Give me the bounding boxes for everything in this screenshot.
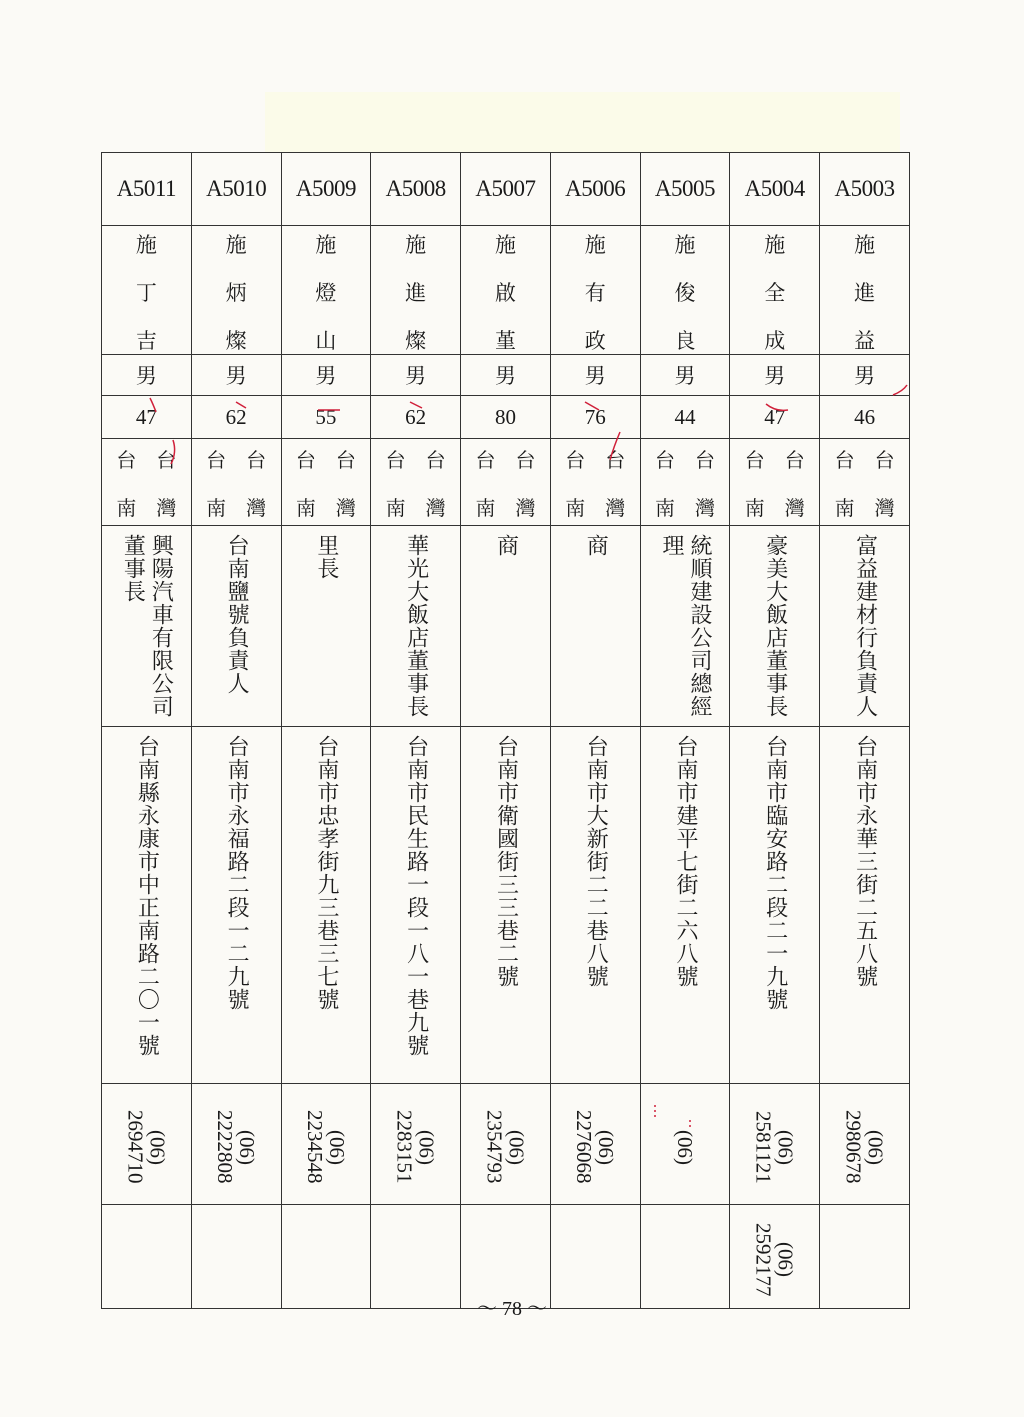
name-char: 啟	[494, 281, 516, 305]
cell-address	[102, 727, 192, 1084]
cell-tel	[102, 1084, 192, 1205]
sex: 男	[854, 364, 876, 388]
phone-number: (06) 2581121	[751, 1110, 798, 1184]
cell-origin	[461, 439, 551, 526]
record-id: A5010	[206, 176, 267, 201]
cell-address	[640, 727, 730, 1084]
origin-char: 灣	[694, 496, 715, 520]
address: 台南市民生路一段一八一巷九號	[403, 735, 429, 1057]
origin-char: 南	[834, 496, 855, 520]
name-char: 施	[315, 233, 337, 257]
name-char: 丁	[135, 281, 157, 305]
address: 台南市大新街二二巷八號	[583, 735, 609, 988]
cell-occupation	[371, 526, 461, 727]
name-char: 俊	[674, 281, 696, 305]
cell-age	[640, 396, 730, 439]
address: 台南市衛國街三三巷二號	[493, 735, 519, 988]
cell-name	[102, 226, 192, 355]
cell-address	[281, 727, 371, 1084]
occupation: 富益建材行負責人	[852, 534, 878, 718]
name-char: 成	[764, 329, 786, 353]
cell-origin	[371, 439, 461, 526]
origin-char: 南	[565, 496, 586, 520]
sex: 男	[225, 364, 247, 388]
phone-number: (06)	[672, 1129, 697, 1165]
page-number: ～ 78 ～	[477, 1298, 547, 1320]
origin	[461, 439, 550, 521]
origin-char: 台	[784, 448, 805, 472]
cell-occupation	[640, 526, 730, 727]
cell-name	[640, 226, 730, 355]
sex: 男	[494, 364, 516, 388]
cell-id	[550, 153, 640, 226]
origin-char: 南	[295, 496, 316, 520]
sex: 男	[674, 364, 696, 388]
cell-tel	[820, 1084, 910, 1205]
origin-char: 台	[744, 448, 765, 472]
cell-age	[102, 396, 192, 439]
origin	[730, 439, 819, 521]
cell-age	[820, 396, 910, 439]
name-char: 燦	[225, 329, 247, 353]
phone-number: (06) 2694710	[123, 1110, 170, 1184]
origin-char: 灣	[425, 496, 446, 520]
age: 55	[315, 404, 337, 429]
name-char: 堇	[494, 329, 516, 353]
sex: 男	[135, 364, 157, 388]
cell-occupation	[281, 526, 371, 727]
cell-name	[550, 226, 640, 355]
cell-age	[281, 396, 371, 439]
cell-occupation	[191, 526, 281, 727]
name-char: 全	[764, 281, 786, 305]
cell-id	[191, 153, 281, 226]
phone-number: (06) 2354793	[482, 1110, 529, 1184]
origin-char: 灣	[335, 496, 356, 520]
record-id: A5011	[116, 176, 177, 201]
person-name	[641, 226, 730, 354]
cell-id	[820, 153, 910, 226]
origin-char: 南	[116, 496, 137, 520]
cell-sex	[730, 355, 820, 396]
origin-char: 台	[295, 448, 316, 472]
cell-sex	[281, 355, 371, 396]
cell-address	[371, 727, 461, 1084]
record-id: A5009	[295, 176, 356, 201]
cell-origin	[730, 439, 820, 526]
origin-char: 台	[246, 448, 267, 472]
origin-char: 台	[335, 448, 356, 472]
row-sex	[102, 355, 910, 396]
cell-tel	[550, 1084, 640, 1205]
origin-char: 台	[156, 448, 177, 472]
cell-name	[820, 226, 910, 355]
record-id: A5007	[475, 176, 536, 201]
record-id: A5004	[744, 176, 805, 201]
cell-origin	[102, 439, 192, 526]
row-origin	[102, 439, 910, 526]
address: 台南市永華三街二五八號	[852, 735, 878, 988]
origin-char: 台	[475, 448, 496, 472]
cell-age	[461, 396, 551, 439]
cell-occupation	[461, 526, 551, 727]
origin-char: 灣	[874, 496, 895, 520]
person-name	[192, 226, 281, 354]
origin	[282, 439, 371, 521]
occupation: 商	[493, 534, 519, 557]
cell-id	[281, 153, 371, 226]
cell-sex	[820, 355, 910, 396]
cell-origin	[820, 439, 910, 526]
scan-tint	[265, 92, 900, 152]
origin-char: 南	[206, 496, 227, 520]
sex: 男	[315, 364, 337, 388]
cell-sex	[102, 355, 192, 396]
cell-tel	[191, 1084, 281, 1205]
person-name	[551, 226, 640, 354]
cell-sex	[640, 355, 730, 396]
address: 台南市建平七街二六八號	[672, 735, 698, 988]
occupation: 華光大飯店董事長	[403, 534, 429, 718]
origin-char: 南	[385, 496, 406, 520]
cell-address	[550, 727, 640, 1084]
cell-origin	[281, 439, 371, 526]
sex: 男	[584, 364, 606, 388]
cell-sex	[191, 355, 281, 396]
origin-char: 台	[834, 448, 855, 472]
origin	[192, 439, 281, 521]
cell-tel	[640, 1084, 730, 1205]
origin-char: 台	[874, 448, 895, 472]
address: 台南縣永康市中正南路二〇一號	[134, 735, 160, 1057]
occupation: 統順建設公司總經理	[658, 534, 712, 718]
cell-origin	[191, 439, 281, 526]
name-char: 政	[584, 329, 606, 353]
cell-name	[730, 226, 820, 355]
origin-char: 台	[116, 448, 137, 472]
record-id: A5006	[565, 176, 626, 201]
age: 47	[764, 404, 786, 429]
cell-tel	[281, 1084, 371, 1205]
person-name	[461, 226, 550, 354]
origin-char: 南	[475, 496, 496, 520]
record-id: A5003	[834, 176, 895, 201]
row-id	[102, 153, 910, 226]
person-name	[371, 226, 460, 354]
occupation: 豪美大飯店董事長	[762, 534, 788, 718]
row-address	[102, 727, 910, 1084]
cell-address	[730, 727, 820, 1084]
age: 46	[854, 404, 876, 429]
sex: 男	[405, 364, 427, 388]
cell-id	[371, 153, 461, 226]
cell-origin	[640, 439, 730, 526]
age: 62	[225, 404, 247, 429]
cell-name	[461, 226, 551, 355]
origin-char: 台	[206, 448, 227, 472]
name-char: 施	[854, 233, 876, 257]
cell-occupation	[102, 526, 192, 727]
phone-number: (06) 2592177	[751, 1222, 798, 1297]
name-char: 施	[494, 233, 516, 257]
cell-age	[550, 396, 640, 439]
occupation: 興陽汽車有限公司董事長	[120, 534, 174, 718]
phone-number: (06) 2222808	[213, 1110, 260, 1184]
cell-age	[371, 396, 461, 439]
cell-address	[191, 727, 281, 1084]
cell-tel	[461, 1084, 551, 1205]
cell-id	[102, 153, 192, 226]
phone-number: (06) 2283151	[392, 1110, 439, 1184]
origin-char: 台	[385, 448, 406, 472]
cell-name	[281, 226, 371, 355]
name-char: 進	[854, 281, 876, 305]
name-char: 施	[225, 233, 247, 257]
name-char: 益	[854, 329, 876, 353]
record-id: A5005	[654, 176, 716, 201]
name-char: 施	[674, 233, 696, 257]
origin	[102, 439, 191, 521]
name-char: 炳	[225, 281, 247, 305]
name-char: 施	[405, 233, 427, 257]
cell-id	[730, 153, 820, 226]
occupation: 里長	[313, 534, 339, 580]
row-occupation	[102, 526, 910, 727]
name-char: 吉	[135, 329, 157, 353]
origin-char: 灣	[156, 496, 177, 520]
name-char: 山	[315, 329, 337, 353]
person-name	[820, 226, 909, 354]
cell-occupation	[730, 526, 820, 727]
phone-number: (06) 2276068	[572, 1110, 619, 1184]
name-char: 良	[674, 329, 696, 353]
person-name	[282, 226, 371, 354]
cell-id	[640, 153, 730, 226]
origin-char: 南	[744, 496, 765, 520]
origin-char: 灣	[515, 496, 536, 520]
record-id: A5008	[385, 176, 446, 201]
phone-number: (06) 2980678	[841, 1110, 888, 1184]
origin	[641, 439, 730, 521]
row-tel	[102, 1084, 910, 1205]
row-name	[102, 226, 910, 355]
origin-char: 灣	[605, 496, 626, 520]
cell-address	[820, 727, 910, 1084]
origin	[371, 439, 460, 521]
address: 台南市臨安路二段二一九號	[762, 735, 788, 1011]
name-char: 施	[135, 233, 157, 257]
cell-age	[730, 396, 820, 439]
cell-name	[371, 226, 461, 355]
occupation: 台南鹽號負責人	[224, 534, 250, 695]
name-char: 進	[405, 281, 427, 305]
age: 76	[584, 404, 606, 429]
origin-char: 台	[565, 448, 586, 472]
sex: 男	[764, 364, 786, 388]
name-char: 有	[584, 281, 606, 305]
origin-char: 台	[515, 448, 536, 472]
address: 台南市永福路二段一二九號	[224, 735, 250, 1011]
origin-char: 台	[654, 448, 675, 472]
age: 62	[405, 404, 427, 429]
name-char: 燦	[405, 329, 427, 353]
cell-tel	[730, 1084, 820, 1205]
origin-char: 台	[694, 448, 715, 472]
name-char: 施	[584, 233, 606, 257]
origin	[551, 439, 640, 521]
cell-tel	[371, 1084, 461, 1205]
name-char: 施	[764, 233, 786, 257]
origin-char: 灣	[784, 496, 805, 520]
origin-char: 台	[425, 448, 446, 472]
row-age	[102, 396, 910, 439]
cell-age	[191, 396, 281, 439]
phone-number: (06) 2234548	[302, 1110, 349, 1184]
person-name	[730, 226, 819, 354]
age: 47	[135, 404, 157, 429]
cell-id	[461, 153, 551, 226]
cell-origin	[550, 439, 640, 526]
cell-occupation	[550, 526, 640, 727]
person-name	[102, 226, 191, 354]
origin-char: 南	[654, 496, 675, 520]
cell-name	[191, 226, 281, 355]
origin	[820, 439, 909, 521]
cell-sex	[371, 355, 461, 396]
origin-char: 台	[605, 448, 626, 472]
origin-char: 灣	[246, 496, 267, 520]
age: 44	[674, 404, 696, 429]
cell-sex	[461, 355, 551, 396]
roster-table	[101, 152, 910, 1309]
name-char: 燈	[315, 281, 337, 305]
age: 80	[494, 404, 516, 429]
address: 台南市忠孝街九三巷三七號	[313, 735, 339, 1011]
cell-occupation	[820, 526, 910, 727]
occupation: 商	[583, 534, 609, 557]
cell-sex	[550, 355, 640, 396]
cell-address	[461, 727, 551, 1084]
